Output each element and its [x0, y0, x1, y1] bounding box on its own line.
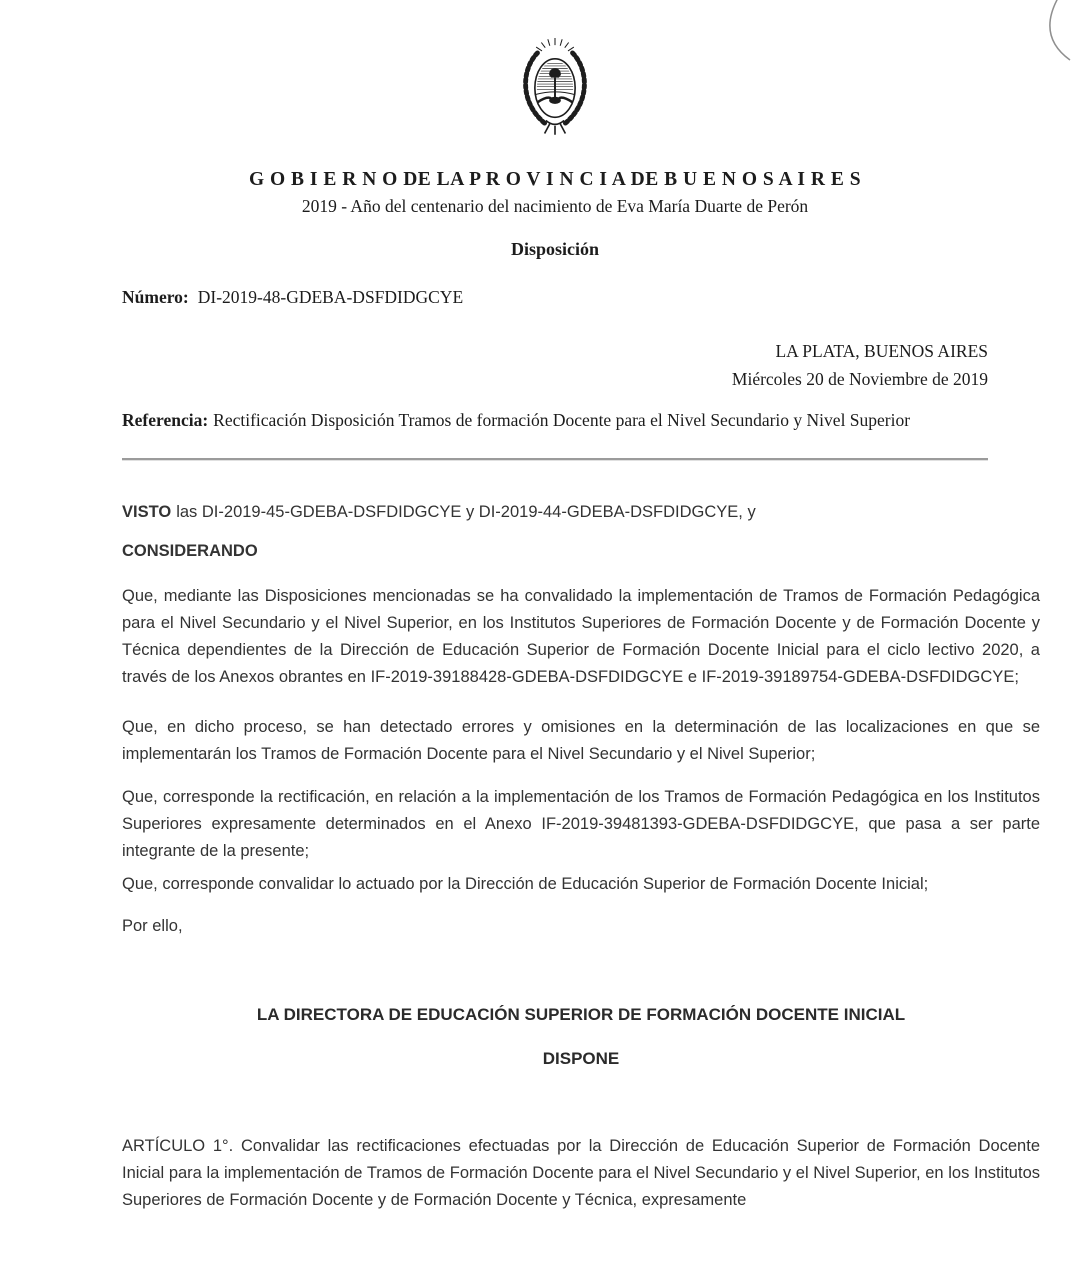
recital-paragraph: Que, corresponde convalidar lo actuado por la Dirección de Educación Superior de Formación Docente Inicial; [122, 875, 929, 893]
authority-heading: LA DIRECTORA DE EDUCACIÓN SUPERIOR DE FORMACIÓN DOCENTE INICIAL [256, 1005, 906, 1024]
recital-paragraph: Que, en dicho proceso, se han detectado errores y omisiones en la determinación de las localizaciones en que se implementarán los Tramos de Formación Docente para el Nivel Secundario y el Nivel Superior; [122, 718, 1040, 763]
dateline-date: Miércoles 20 de Noviembre de 2019 [731, 369, 988, 389]
number-label: Número: [122, 287, 189, 307]
considerando-heading: CONSIDERANDO [122, 542, 258, 560]
reference-text: Rectificación Disposición Tramos de formación Docente para el Nivel Secundario y Nivel Superior [213, 410, 911, 430]
corner-curve-decoration [990, 0, 1071, 80]
visto-line [122, 499, 1040, 526]
por-ello-line: Por ello, [122, 917, 183, 935]
recital-paragraph: Que, mediante las Disposiciones mencionadas se ha convalidado la implementación de Tramos de Formación Pedagógica para el Nivel Secundario y el Nivel Superior, en los Institutos Superiores de Formación Docente y de Formación Docente y Técnica dependientes de la Dirección de Educación Superior de Formación Docente Inicial para el ciclo lectivo 2020, a través de los Anexos obrantes en IF-2019-39188428-GDEBA-DSFDIDGCYE e IF-2019-39189754-GDEBA-DSFDIDGCYE; [122, 587, 1040, 686]
header-separator-rule [122, 458, 988, 461]
dateline-block [122, 337, 988, 393]
number-value: DI-2019-48-GDEBA-DSFDIDGCYE [197, 287, 464, 307]
dispone-heading: DISPONE [542, 1049, 620, 1068]
dateline-place: LA PLATA, BUENOS AIRES [775, 341, 988, 361]
year-motto: 2019 - Año del centenario del nacimiento de Eva María Duarte de Perón [301, 196, 809, 216]
government-title: G O B I E R N O DE LA P R O V I N C I A DE B U E N O S A I R E S [248, 169, 862, 190]
visto-label: VISTO [122, 503, 172, 521]
document-number-line [122, 287, 463, 308]
recital-paragraph: Que, corresponde la rectificación, en relación a la implementación de los Tramos de Formación Pedagógica en los Institutos Superiores expresamente determinados en el Anexo IF-2019-39481393-GDEBA-DSFDIDGCYE, que pasa a ser parte integrante de la presente; [122, 788, 1040, 860]
document-type-title: Disposición [510, 239, 600, 259]
visto-text: las DI-2019-45-GDEBA-DSFDIDGCYE y DI-2019-44-GDEBA-DSFDIDGCYE, y [176, 503, 756, 521]
reference-line [122, 406, 958, 434]
article-1-paragraph: ARTÍCULO 1°. Convalidar las rectificaciones efectuadas por la Dirección de Educación Superior de Formación Docente Inicial para la implementación de Tramos de Formación Docente para el Nivel Secundario y el Nivel Superior, en los Institutos Superiores de Formación Docente y de Formación Docente y Técnica, expresamente [122, 1137, 1040, 1209]
reference-label: Referencia: [122, 410, 209, 430]
argentina-coat-of-arms-icon [516, 33, 594, 143]
